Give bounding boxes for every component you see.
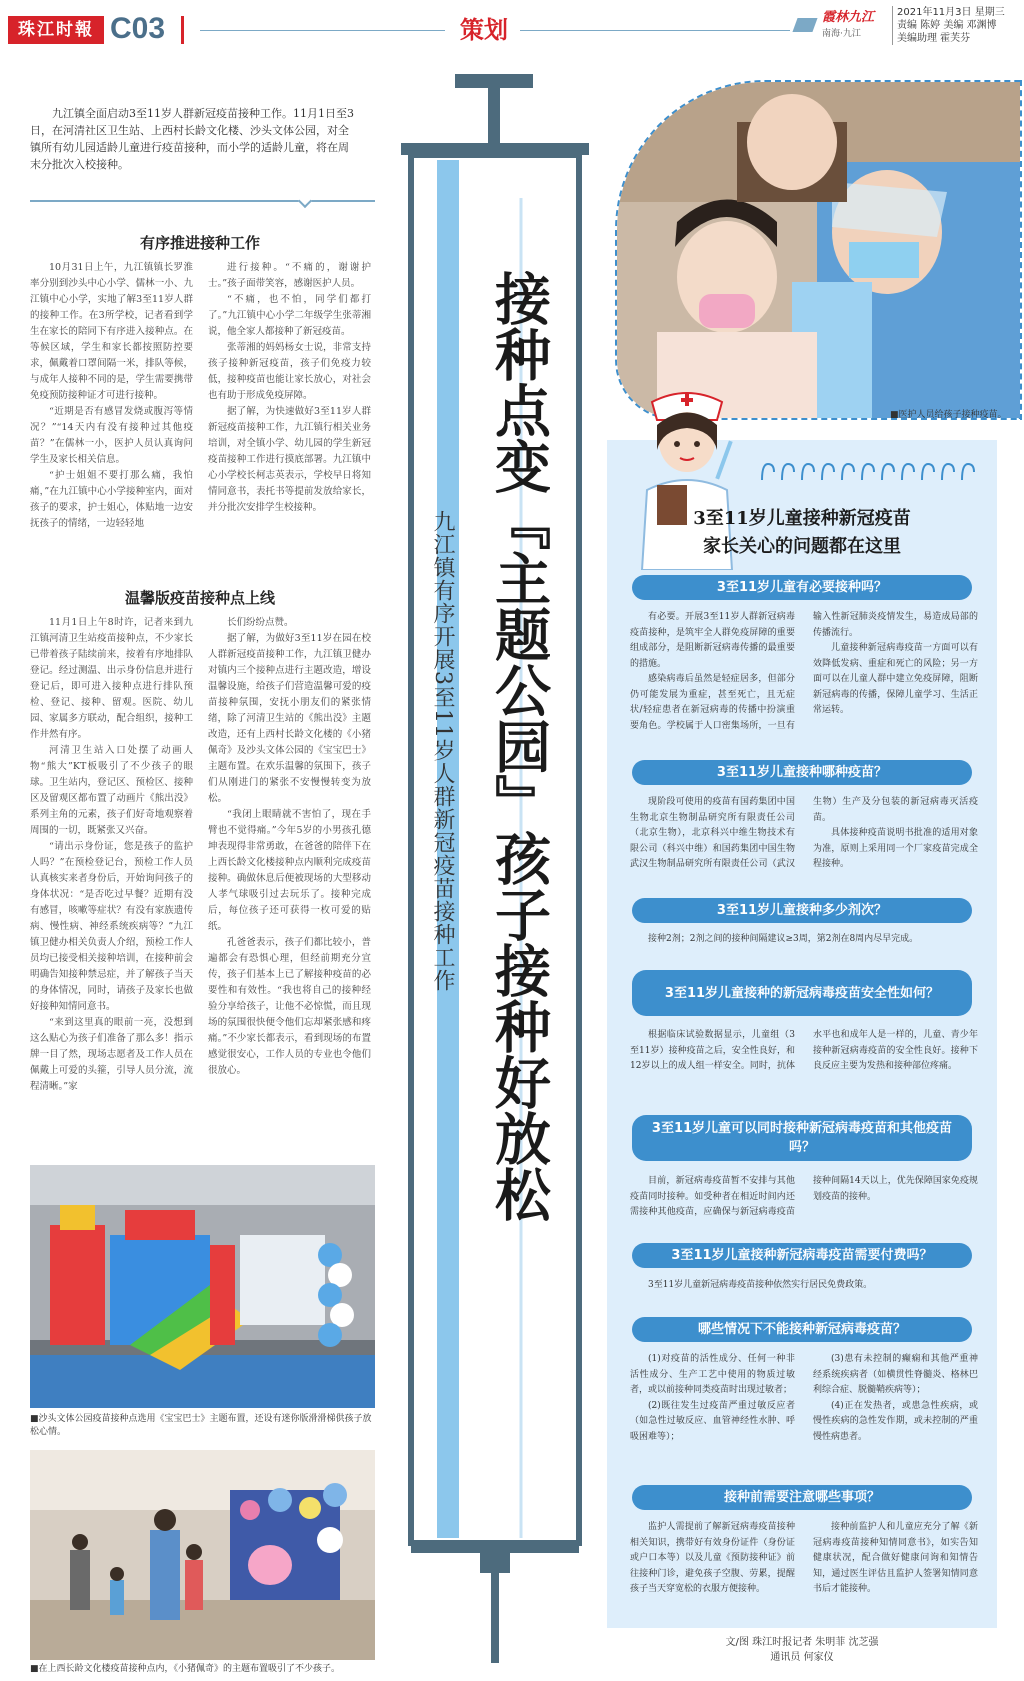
paragraph: 具体接种疫苗说明书批准的适用对象为准，原则上采用同一个厂家疫苗完成全程接种。 bbox=[813, 828, 978, 869]
faq-question-5: 3至11岁儿童可以同时接种新冠病毒疫苗和其他疫苗吗？ bbox=[632, 1115, 972, 1161]
faq-answer-6 bbox=[630, 1278, 978, 1298]
paragraph: 据了解，为快速做好3至11岁人群新冠疫苗接种工作，九江镇行相关业务培训，对全镇小学、幼儿园的学生新冠疫苗接种工作进行摸底部署。九江镇中心小学校长柯志英表示，学校早日将知情同意书，表托书等提前发放给家长，并分批次安排学生校接种。 bbox=[208, 406, 371, 513]
photo-caption: ■在上西长龄文化楼疫苗接种点内，《小猪佩奇》的主题布置吸引了不少孩子。 bbox=[30, 1664, 341, 1674]
paragraph: 张蒂湘的妈妈杨女士说，非常支持孩子接种新冠疫苗，孩子们免疫力较低，接种疫苗也能让家长放心，对社会也有助于形成免疫屏障。 bbox=[208, 342, 371, 401]
brand-logo bbox=[822, 10, 887, 50]
faq-title-line-1: 3至11岁儿童接种新冠疫苗 bbox=[693, 508, 911, 529]
byline-correspondent: 通讯员 何家仪 bbox=[770, 1652, 834, 1663]
paragraph: “不痛，也不怕，同学们都打了。”九江镇中心小学二年级学生张蒂湘说，他全家人都接种了新冠疫苗。 bbox=[208, 294, 371, 337]
photo-vaccination bbox=[615, 80, 1022, 420]
headline: 接种点变『主题公园』孩子接种好放松 bbox=[486, 270, 551, 1222]
faq-answer-4 bbox=[630, 1028, 978, 1093]
paragraph: 根据临床试验数据显示，儿童组（3至11岁）接种疫苗之后，安全性良好，和12岁以上的成人组一样安全。同时，抗体水平也和成年人是一样的，儿童、青少年接种新冠病毒疫苗的安全性良好。接种下良反应主要为发热和接种部位疼痛。 bbox=[630, 1030, 978, 1071]
section1-column-1 bbox=[30, 260, 193, 560]
faq-answer-5 bbox=[630, 1174, 978, 1224]
paragraph: “请出示身份证，您是孩子的监护人吗？”在预检登记台，预检工作人员认真核实来者身份后，开始询问孩子的身体状况：“是否吃过早餐？近期有没有感冒，咳嗽等症状？有没有家族遗传病、慢性病、神经系统疾病等？”九江镇卫健办相关负责人介绍，预检工作人员均已接受相关接种培训，在接种前会明确告知接种禁忌症，并了解孩子当天的身体情况，同时，请孩子及家长也做好接种知情同意书。 bbox=[30, 841, 193, 1012]
paragraph: 河清卫生站入口处摆了动画人物“熊大”KT板吸引了不少孩子的眼球。卫生站内，登记区、预检区、接种区及留观区都布置了动画片《熊出没》系列主角的元素，孩子们好奇地观察着周围的一切，既紧张又兴奋。 bbox=[30, 745, 193, 836]
photo-caption: ■沙头文体公园疫苗接种点选用《宝宝巴士》主题布置，还设有迷你版滑滑梯供孩子放松心情。 bbox=[30, 1414, 372, 1437]
faq-question-4: 3至11岁儿童接种的新冠病毒疫苗安全性如何？ bbox=[632, 970, 972, 1016]
section2-title: 温馨版疫苗接种点上线 bbox=[124, 589, 275, 607]
paragraph: 10月31日上午，九江镇镇长罗淮率分别到沙头中心小学、儒林一小、九江镇中心小学，实地了解3至11岁人群的接种工作。在3所学校，记者看到学生在家长的陪同下有序进入接种点。在等候区域，学生和家长都按照防控要求，佩戴着口罩间隔一米，排队等候，与成年人接种不同的是，学生需要携带免疫预防接种证才可进行接种。 bbox=[30, 262, 193, 401]
subheadline: 九江镇有序开展3至11岁人群新冠疫苗接种工作 bbox=[430, 510, 455, 992]
section2-column-1 bbox=[30, 615, 193, 1145]
divider-notch bbox=[298, 194, 312, 208]
photo-caption: ■医护人员给孩子接种疫苗。 bbox=[890, 410, 1007, 420]
paragraph: 现阶段可使用的疫苗有国药集团中国生物北京生物制品研究所有限责任公司（北京生物），北京科兴中维生物技术有限公司（科兴中维）和国药集团中国生物武汉生物制品研究所有限责任公司（武汉生物）生产及分包装的新冠病毒灭活疫苗。 bbox=[630, 797, 978, 869]
paragraph: 接种前监护人和儿童应充分了解《新冠病毒疫苗接种知情同意书》，如实告知健康状况，配合做好健康问询和知情告知，通过医生评估且监护人签署知情同意书后才能接种。 bbox=[813, 1522, 978, 1594]
bouncy-castle-image bbox=[30, 1165, 375, 1408]
paragraph: 进行接种。“不痛的，谢谢护士。”孩子面带笑容，感谢医护人员。 bbox=[208, 262, 371, 289]
header-divider bbox=[181, 16, 184, 44]
issue-date: 2021年11月3日 星期三 bbox=[897, 7, 1005, 18]
header-rule-left bbox=[200, 30, 445, 31]
paragraph: 据了解，为做好3至11岁在园在校人群新冠疫苗接种工作，九江镇卫健办对镇内三个接种点进行主题改造，增设温馨设施，给孩子们营造温馨可爱的疫苗接种氛围，安抚小朋友们的紧张情绪，除了河清卫生站的《熊出没》主题改造，还有上西村长龄文化楼的《小猪佩奇》及沙头文体公园的《宝宝巴士》主题布置。在欢乐温馨的氛围下，孩子们从刚进门的紧张不安慢慢转变为放松。 bbox=[208, 633, 371, 804]
assistant-editor: 美编助理 霍芙芬 bbox=[897, 33, 971, 44]
paragraph: “近期是否有感冒发烧或腹泻等情况？”“14天内有没有接种过其他疫苗？”在儒林一小，医护人员认真询问学生及家长相关信息。 bbox=[30, 406, 193, 465]
paragraph: (3)患有未控制的癫痫和其他严重神经系统疾病者（如横贯性脊髓炎、格林巴利综合症、脱髓鞘疾病等）； bbox=[813, 1354, 978, 1395]
paragraph: (2)既往发生过疫苗严重过敏反应者（如急性过敏反应、血管神经性水肿、呼吸困难等）； bbox=[630, 1400, 795, 1442]
pen-icon bbox=[792, 18, 817, 32]
photo-bouncy-castle bbox=[30, 1165, 375, 1408]
page-number: C03 bbox=[110, 12, 166, 45]
faq-answer-7 bbox=[630, 1352, 978, 1467]
paragraph: 3至11岁儿童新冠病毒疫苗接种依然实行居民免费政策。 bbox=[648, 1280, 873, 1290]
byline-reporters: 文/图 珠江时报记者 朱明菲 沈芝强 bbox=[725, 1637, 879, 1648]
paragraph: 接种2剂；2剂之间的接种间隔建议≥3周，第2剂在8周内尽早完成。 bbox=[648, 934, 919, 944]
faq-question-6: 3至11岁儿童接种新冠病毒疫苗需要付费吗？ bbox=[632, 1243, 972, 1268]
lead-divider bbox=[30, 200, 375, 202]
faq-answer-2 bbox=[630, 795, 978, 875]
paragraph: (1)对疫苗的活性成分、任何一种非活性成分、生产工艺中使用的物质过敏者，或以前接种同类疫苗时出现过敏者； bbox=[630, 1354, 795, 1395]
faq-title-line-2: 家长关心的问题都在这里 bbox=[703, 536, 901, 557]
paragraph: 孔爸爸表示，孩子们都比较小，普遍都会有恐惧心理，但经前期充分宣传，孩子们基本上已了解接种疫苗的必要性和有效性。“我也将自己的接种经验分享给孩子，让他不必惊慌，而且现场的氛围很快便令他们忘却紧张感和疼痛。”不少家长都表示，看到现场的布置感觉很安心，工作人员的专业也令他们很放心。 bbox=[208, 937, 371, 1076]
section-title: 策划 bbox=[460, 16, 508, 44]
faq-answer-1 bbox=[630, 610, 978, 740]
paragraph: 监护人需提前了解新冠病毒疫苗接种相关知识，携带好有效身份证件（身份证或户口本等）以及儿童《预防接种证》前往接种门诊，避免孩子空腹、劳累，提醒孩子当天穿宽松的衣服方便接种。 bbox=[630, 1522, 795, 1594]
faq-answer-3 bbox=[630, 932, 978, 952]
section1-title: 有序推进接种工作 bbox=[139, 234, 260, 252]
photo-peppa-pig bbox=[30, 1450, 375, 1660]
faq-title bbox=[607, 505, 997, 561]
faq-question-8: 接种前需要注意哪些事项？ bbox=[632, 1485, 972, 1510]
header-info bbox=[892, 6, 1020, 45]
peppa-pig-image bbox=[30, 1450, 375, 1660]
editors: 责编 陈婷 美编 邓渊博 bbox=[897, 20, 997, 31]
paragraph: “来到这里真的眼前一亮，没想到这么贴心为孩子们准备了那么多！指示牌一目了然，现场志愿者及工作人员在佩戴上可爱的头箍，引导人员分流，流程清晰。”家 bbox=[30, 1017, 193, 1092]
paragraph: 有必要。开展3至11岁人群新冠病毒疫苗接种，是筑牢全人群免疫屏障的重要组成部分，是阻断新冠病毒传播的最重要的措施。 bbox=[630, 612, 795, 669]
lead-paragraph: 九江镇全面启动3至11岁人群新冠疫苗接种工作。11月1日至3日，在河清社区卫生站、上西村长龄文化楼、沙头文体公园，对全镇所有幼儿园适龄儿童进行疫苗接种，而小学的适龄儿童，将在周末分批次入校接种。 bbox=[30, 107, 354, 171]
notebook-rings-icon bbox=[757, 460, 987, 482]
section1-column-2 bbox=[208, 260, 371, 560]
paragraph: “我闭上眼睛就不害怕了，现在手臂也不觉得痛。”今年5岁的小男孩孔德坤表现得非常勇敢，在爸爸的陪伴下在上西长龄文化楼接种点内顺利完成疫苗接种。确做休息后便被现场的大型移动人孝气球吸引过去玩乐了。接种完成后，每位孩子还可获得一枚可爱的贴纸。 bbox=[208, 809, 371, 932]
brand-main: 霞林九江 bbox=[822, 10, 875, 25]
paragraph: 11月1日上午8时许，记者来到九江镇河清卫生站疫苗接种点，不少家长已带着孩子陆续前来，按着有序地排队登记。经过测温、出示身份信息并进行登记后，即可进入接种点进行排队预检、登记、接种、留观。医院、幼儿园、家属多方联动，配合组织，接种工作井然有序。 bbox=[30, 617, 193, 740]
paragraph: 目前，新冠病毒疫苗暂不安排与其他疫苗同时接种。如受种者在相近时间内还需接种其他疫苗，应确保与新冠病毒疫苗接种间隔14天以上，优先保障国家免疫规划疫苗的接种。 bbox=[630, 1176, 978, 1217]
vaccination-image bbox=[617, 82, 1022, 420]
section2-column-2 bbox=[208, 615, 371, 1145]
paragraph: 感染病毒后虽然是轻症居多，但部分仍可能发展为重症，甚至死亡，且无症状/轻症患者在新冠病毒的传播中扮演重要角色。学校属于人口密集场所，一旦有输入性新冠肺炎疫情发生，易造成局部的传播流行。 bbox=[630, 612, 978, 731]
newspaper-logo: 珠江时報 bbox=[8, 16, 104, 44]
header-rule-right bbox=[520, 30, 790, 31]
paragraph: 儿童接种新冠病毒疫苗一方面可以有效降低发病、重症和死亡的风险；另一方面可以在儿童人群中建立免疫屏障，阻断新冠病毒的传播，保障儿童学习、生活正常运转。 bbox=[813, 643, 978, 715]
brand-sub: 南海·九江 bbox=[822, 29, 861, 39]
faq-question-1: 3至11岁儿童有必要接种吗？ bbox=[632, 575, 972, 600]
faq-question-3: 3至11岁儿童接种多少剂次？ bbox=[632, 898, 972, 923]
faq-answer-8 bbox=[630, 1520, 978, 1620]
paragraph: 长们纷纷点赞。 bbox=[227, 617, 294, 628]
paragraph: (4)正在发热者，或患急性疾病，或慢性疾病的急性发作期，或未控制的严重慢性病患者。 bbox=[813, 1400, 978, 1442]
masthead bbox=[0, 0, 1024, 56]
paragraph: “护士姐姐不要打那么痛，我怕痛，”在九江镇中心小学接种室内，面对孩子的要求，护士姐心，体贴地一边安抚孩子的情绪，一边轻轻地 bbox=[30, 470, 193, 529]
faq-question-7: 哪些情况下不能接种新冠病毒疫苗？ bbox=[632, 1317, 972, 1342]
faq-question-2: 3至11岁儿童接种哪种疫苗？ bbox=[632, 760, 972, 785]
byline bbox=[607, 1635, 997, 1665]
